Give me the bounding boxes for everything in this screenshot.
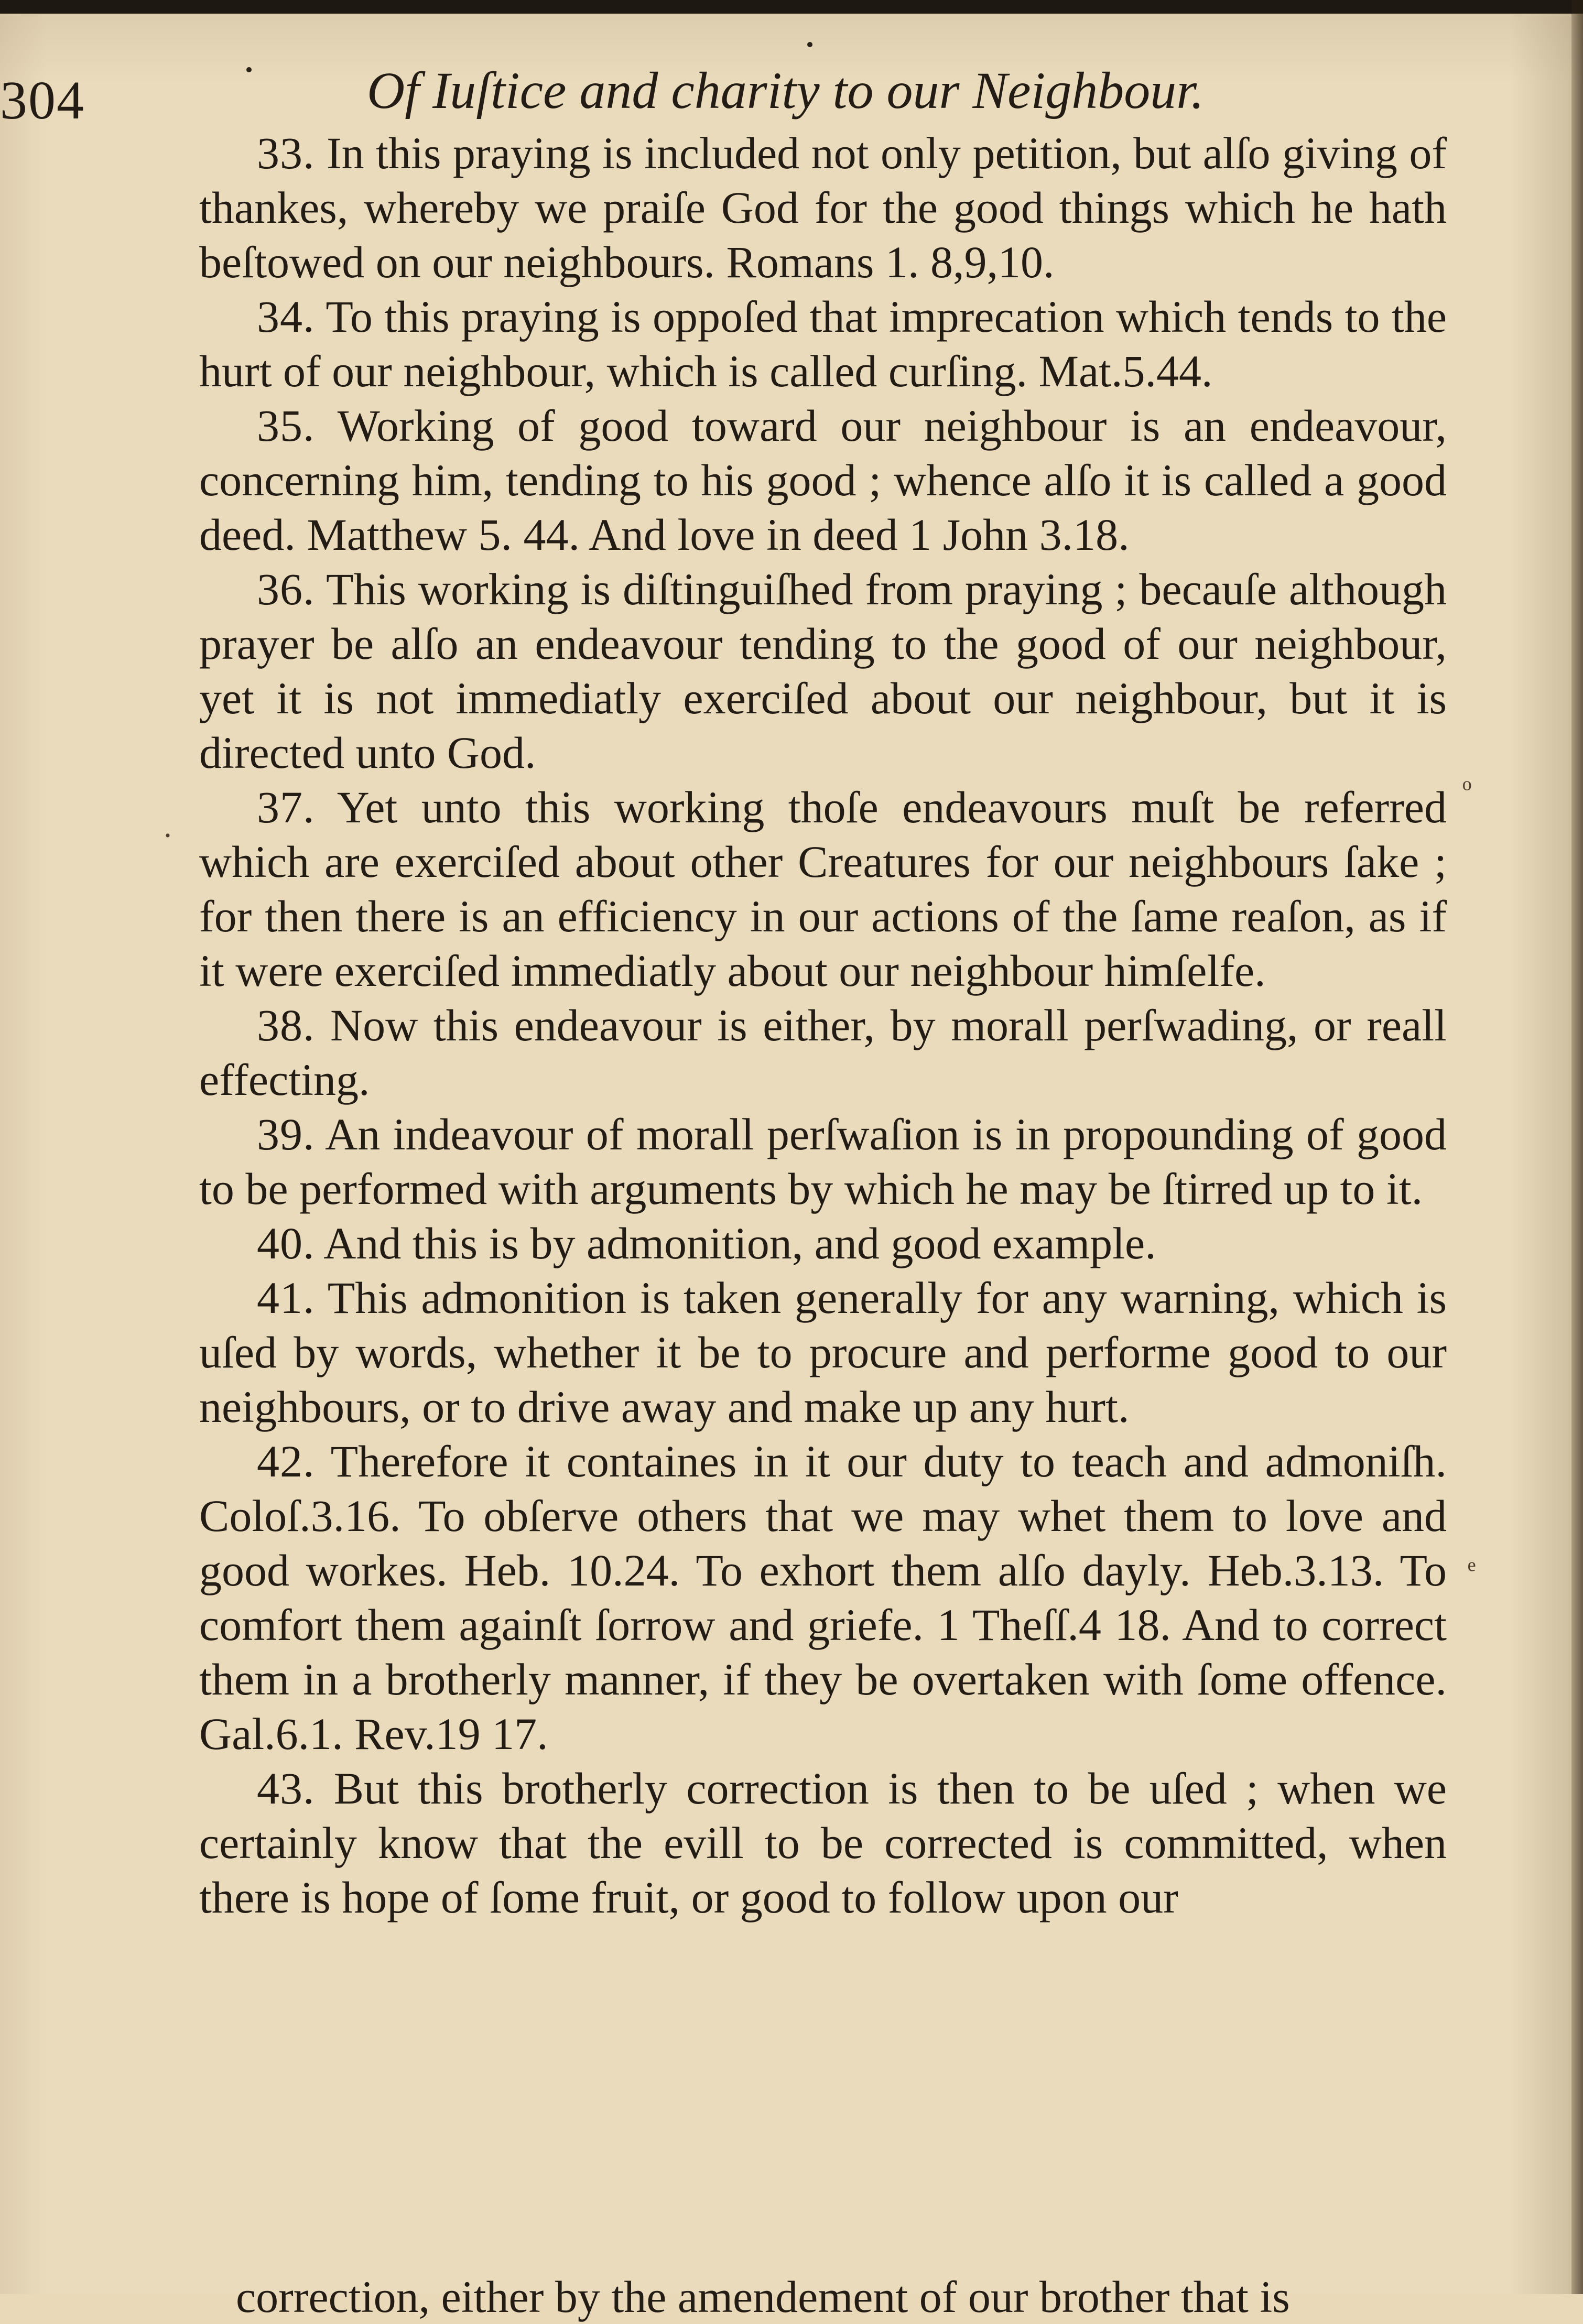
paragraph-number: 33.: [257, 128, 315, 178]
page-gutter-shadow: [1571, 0, 1583, 2294]
cut-off-line: correction, either by the amendement of our brother that is: [236, 2272, 1290, 2322]
margin-mark: ᵒ: [1462, 771, 1472, 806]
paragraph-34: [199, 289, 1447, 398]
paragraph-33: [199, 126, 1447, 289]
paragraph-text: Working of good toward our neighbour is an endeavour, concerning him, tending to his good ; whence alſo it is called a good deed. Matthew 5. 44. And love in deed 1 John 3.18.: [199, 400, 1447, 560]
paragraph-text: And this is by admonition, and good example.: [323, 1218, 1156, 1268]
paragraph-text: Therefore it containes in it our duty to teach and admoniſh. Coloſ.3.16. To obſerve others that we may whet them to love and good workes. Heb. 10.24. To exhort them alſo dayly. Heb.3.13. To comfort them againſt ſorrow and griefe. 1 Theſſ.4 18. And to correct them in a brotherly manner, if they be overtaken with ſome offence. Gal.6.1. Rev.19 17.: [199, 1436, 1447, 1759]
paragraph-number: 40.: [257, 1218, 315, 1268]
paragraph-number: 35.: [257, 400, 315, 451]
paragraph-38: [199, 998, 1447, 1107]
paragraph-40: [199, 1216, 1447, 1270]
margin-mark: ·: [162, 818, 173, 853]
body-text: [199, 126, 1447, 1925]
running-head: Of Iuſtice and charity to our Neighbour.: [367, 61, 1205, 120]
ink-speck: [246, 67, 252, 72]
paragraph-41: [199, 1270, 1447, 1434]
paragraph-text: In this praying is included not only petition, but alſo giving of thankes, whereby we praiſe God for the good things which he hath beſtowed on our neighbours. Romans 1. 8,9,10.: [199, 128, 1447, 287]
margin-mark: ᵉ: [1468, 1552, 1476, 1587]
paragraph-number: 38.: [257, 1000, 315, 1050]
paragraph-35: [199, 398, 1447, 562]
paragraph-42: [199, 1434, 1447, 1761]
page-number: 304: [0, 70, 85, 131]
ink-speck: [807, 42, 812, 47]
paragraph-43: [199, 1761, 1447, 1925]
paragraph-text: Now this endeavour is either, by morall perſwading, or reall effecting.: [199, 1000, 1447, 1105]
paragraph-36: [199, 562, 1447, 780]
paragraph-37: [199, 780, 1447, 998]
paragraph-text: To this praying is oppoſed that imprecation which tends to the hurt of our neighbour, which is called curſing. Mat.5.44.: [199, 291, 1447, 396]
paragraph-number: 41.: [257, 1273, 315, 1323]
page-top-edge: [0, 0, 1583, 14]
paragraph-number: 34.: [257, 291, 315, 342]
paragraph-number: 36.: [257, 564, 315, 614]
paragraph-39: [199, 1107, 1447, 1216]
paragraph-number: 39.: [257, 1109, 315, 1159]
paragraph-text: This working is diſtinguiſhed from praying ; becauſe although prayer be alſo an endeavour tending to the good of our neighbour, yet it is not immediatly exerciſed about our neighbour, but it is directed unto God.: [199, 564, 1447, 778]
paragraph-text: Yet unto this working thoſe endeavours muſt be referred which are exerciſed about other Creatures for our neighbours ſake ; for then there is an efficiency in our actions of the ſame reaſon, as if it were exerciſed immediatly about our neighbour himſelfe.: [199, 782, 1447, 996]
paragraph-number: 37.: [257, 782, 315, 832]
paragraph-text: But this brotherly correction is then to be uſed ; when we certainly know that the evill to be corrected is committed, when there is hope of ſome fruit, or good to follow upon our: [199, 1763, 1447, 1923]
paragraph-number: 43.: [257, 1763, 315, 1813]
paragraph-text: This admonition is taken generally for any warning, which is uſed by words, whether it be to procure and performe good to our neighbours, or to drive away and make up any hurt.: [199, 1273, 1447, 1432]
paragraph-text: An indeavour of morall perſwaſion is in propounding of good to be performed with arguments by which he may be ſtirred up to it.: [199, 1109, 1447, 1214]
paragraph-number: 42.: [257, 1436, 315, 1486]
